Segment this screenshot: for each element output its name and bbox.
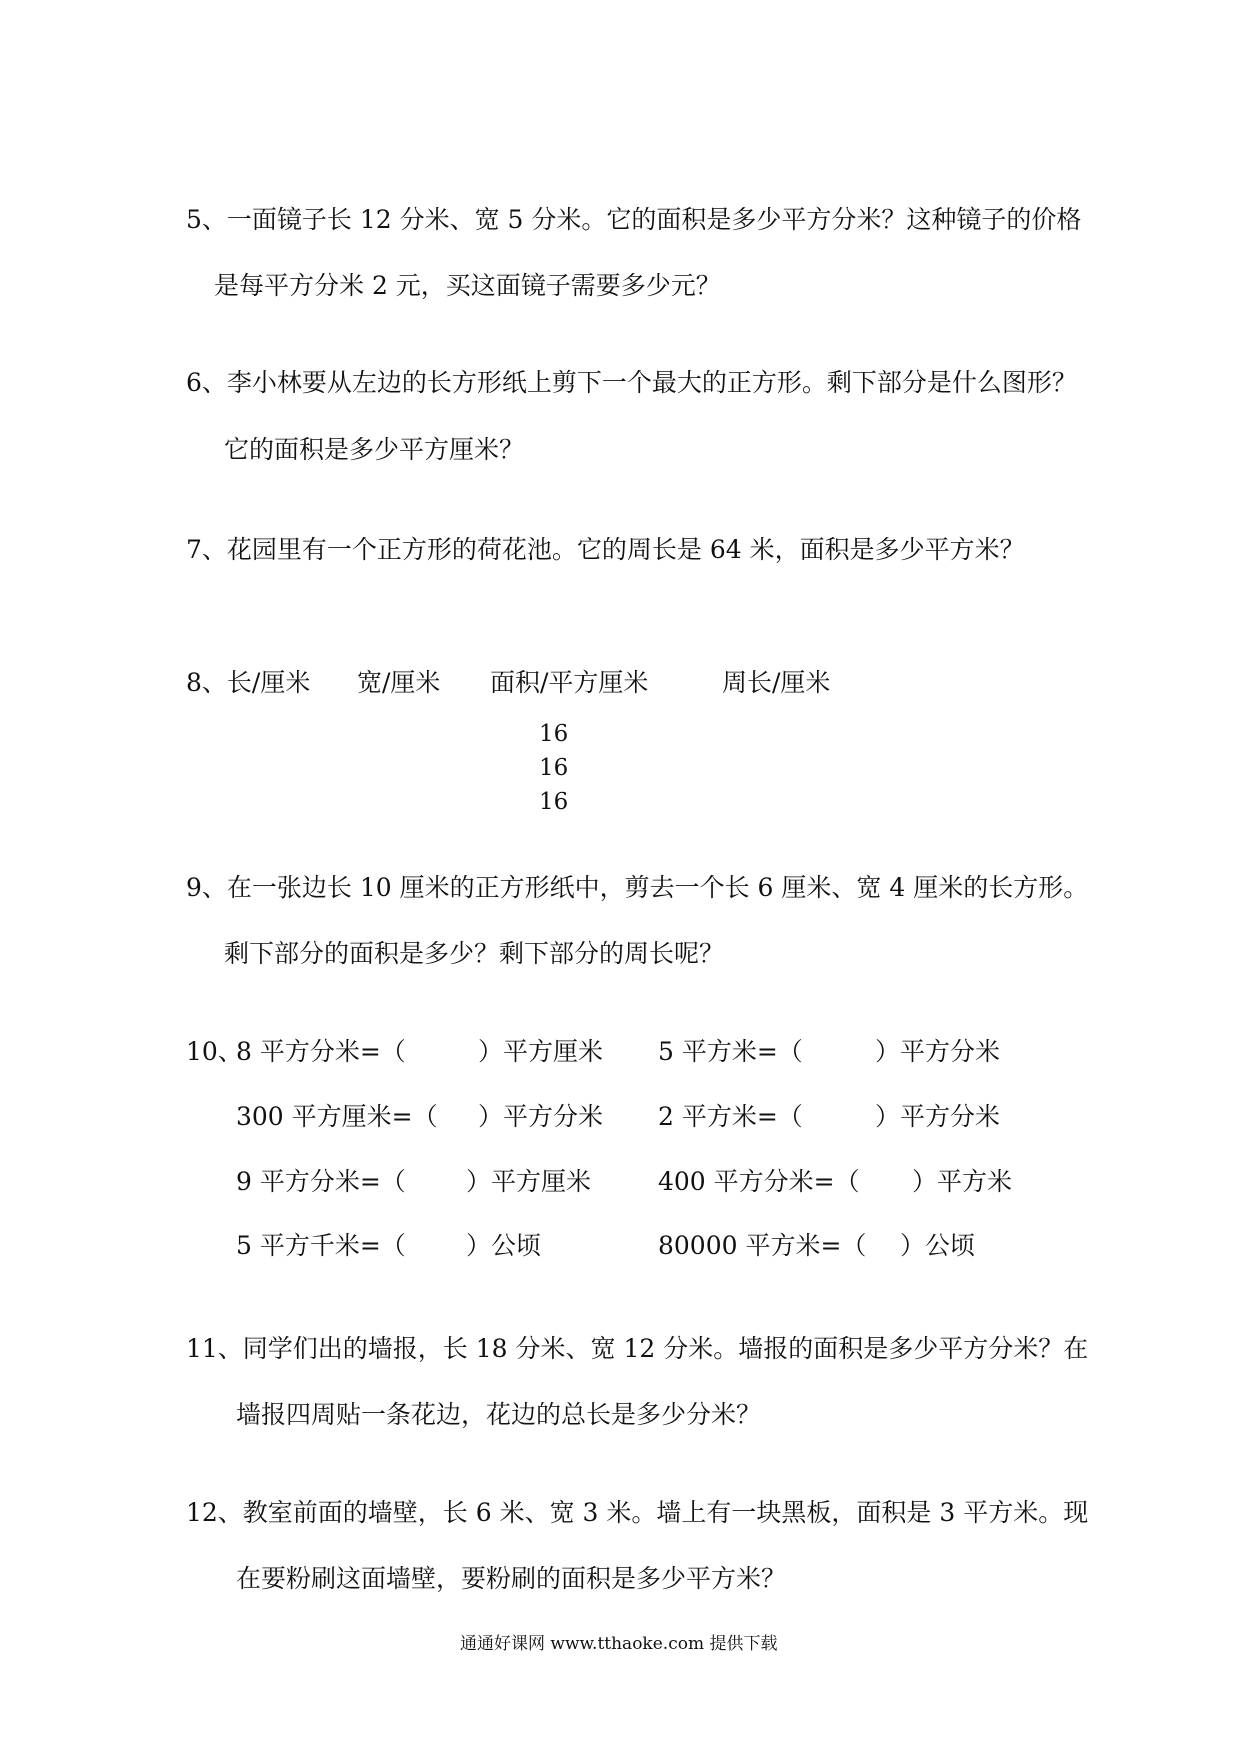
q10-left-expr: 5 平方千米=（ <box>236 1231 406 1260</box>
q9-line2: 剩下部分的面积是多少？剩下部分的周长呢？ <box>224 939 725 968</box>
q10-left-unit: ）平方厘米 <box>466 1167 592 1196</box>
q12-line2: 在要粉刷这面墙壁，要粉刷的面积是多少平方米？ <box>236 1564 787 1593</box>
q10-left-unit: ）平方厘米 <box>478 1037 604 1066</box>
q6-line1: 6、李小林要从左边的长方形纸上剪下一个最大的正方形。剩下部分是什么图形？ <box>186 368 1077 397</box>
page-footer: 通通好课网 www.tthaoke.com 提供下载 <box>460 1634 778 1654</box>
q9-line1: 9、在一张边长 10 厘米的正方形纸中，剪去一个长 6 厘米、宽 4 厘米的长方形。 <box>186 873 1089 902</box>
q10-left-expr: 300 平方厘米=（ <box>236 1102 438 1131</box>
q10-left-expr: 9 平方分米=（ <box>236 1167 406 1196</box>
q10-left-unit: ）公顷 <box>466 1231 542 1260</box>
q10-right-expr: 80000 平方米=（ <box>658 1231 867 1260</box>
q8-header-perimeter: 周长/厘米 <box>722 668 831 697</box>
q10-right-unit: ）平方分米 <box>875 1102 1001 1131</box>
q8-header-length: 8、长/厘米 <box>186 668 311 697</box>
q8-area-value: 16 <box>539 789 569 815</box>
q10-left-unit: ）平方分米 <box>478 1102 604 1131</box>
q6-line2: 它的面积是多少平方厘米？ <box>224 435 525 464</box>
q5-line2: 是每平方分米 2 元，买这面镜子需要多少元？ <box>214 271 721 300</box>
q10-right-unit: ）平方米 <box>912 1167 1013 1196</box>
q11-line1: 11、同学们出的墙报，长 18 分米、宽 12 分米。墙报的面积是多少平方分米？在 <box>186 1334 1089 1363</box>
q5-line1: 5、一面镜子长 12 分米、宽 5 分米。它的面积是多少平方分米？这种镜子的价格 <box>186 205 1082 234</box>
q10-right-expr: 2 平方米=（ <box>658 1102 803 1131</box>
q10-left-expr: 8 平方分米=（ <box>236 1037 406 1066</box>
q10-right-unit: ）平方分米 <box>875 1037 1001 1066</box>
q8-area-value: 16 <box>539 755 569 781</box>
q10-prefix: 10、 <box>186 1037 243 1066</box>
q8-area-value: 16 <box>539 721 569 747</box>
q11-line2: 墙报四周贴一条花边，花边的总长是多少分米？ <box>236 1400 762 1429</box>
q10-right-expr: 5 平方米=（ <box>658 1037 803 1066</box>
q7-line1: 7、花园里有一个正方形的荷花池。它的周长是 64 米，面积是多少平方米？ <box>186 535 1025 564</box>
q10-right-unit: ）公顷 <box>900 1231 976 1260</box>
q8-header-area: 面积/平方厘米 <box>490 668 649 697</box>
q8-header-width: 宽/厘米 <box>357 668 441 697</box>
q10-right-expr: 400 平方分米=（ <box>658 1167 860 1196</box>
q12-line1: 12、教室前面的墙壁，长 6 米、宽 3 米。墙上有一块黑板，面积是 3 平方米。现 <box>186 1498 1089 1527</box>
